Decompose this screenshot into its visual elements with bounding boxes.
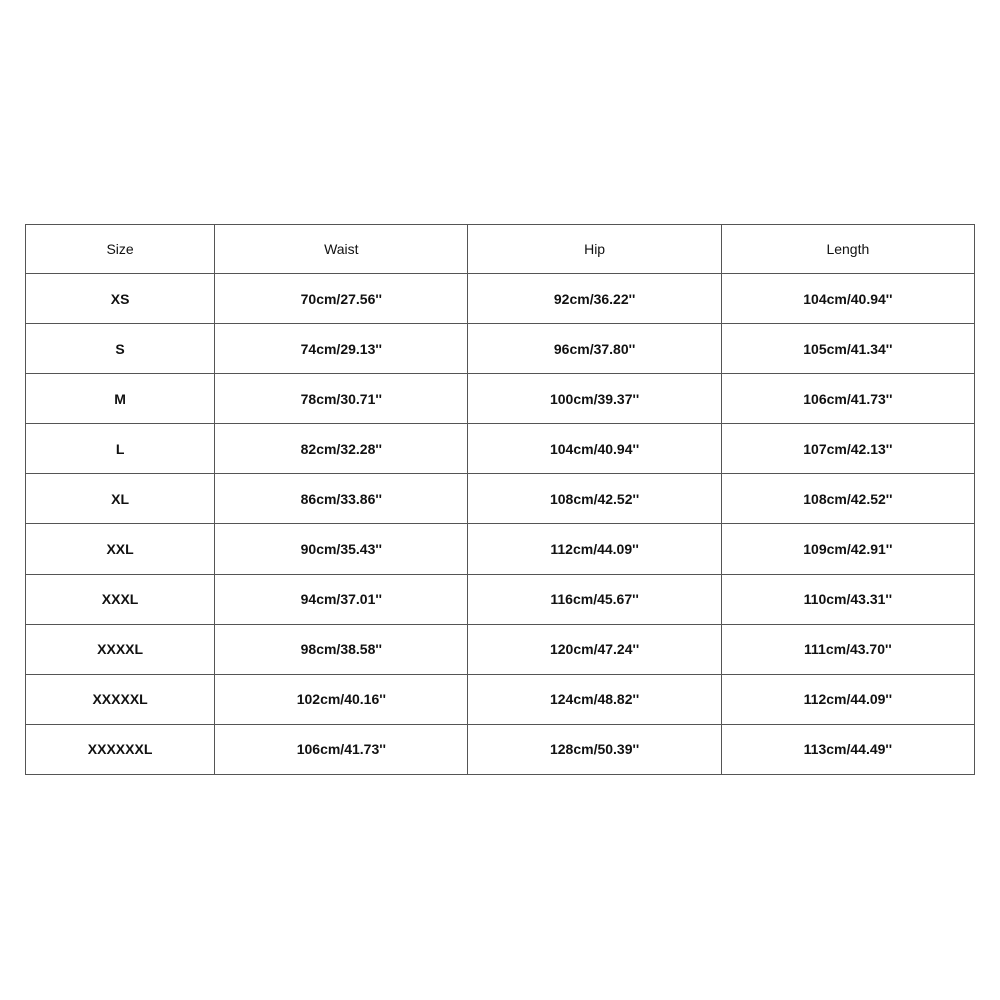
table-row: [26, 624, 975, 674]
size-chart-table: [25, 224, 975, 775]
cell-size: S: [26, 324, 215, 374]
cell-hip: 100cm/39.37'': [468, 374, 721, 424]
cell-hip: 112cm/44.09'': [468, 524, 721, 574]
cell-size: XXXXXXL: [26, 724, 215, 774]
cell-waist: 102cm/40.16'': [215, 674, 468, 724]
cell-size: XS: [26, 274, 215, 324]
cell-waist: 74cm/29.13'': [215, 324, 468, 374]
cell-length: 108cm/42.52'': [721, 474, 974, 524]
cell-hip: 128cm/50.39'': [468, 724, 721, 774]
cell-length: 110cm/43.31'': [721, 574, 974, 624]
cell-hip: 120cm/47.24'': [468, 624, 721, 674]
header-hip: Hip: [468, 225, 721, 274]
table-row: [26, 574, 975, 624]
cell-waist: 98cm/38.58'': [215, 624, 468, 674]
header-waist: Waist: [215, 225, 468, 274]
cell-hip: 116cm/45.67'': [468, 574, 721, 624]
cell-size: M: [26, 374, 215, 424]
table-row: [26, 424, 975, 474]
table-row: [26, 474, 975, 524]
cell-size: XXL: [26, 524, 215, 574]
cell-hip: 104cm/40.94'': [468, 424, 721, 474]
table-row: [26, 274, 975, 324]
cell-hip: 124cm/48.82'': [468, 674, 721, 724]
cell-size: XXXL: [26, 574, 215, 624]
cell-waist: 94cm/37.01'': [215, 574, 468, 624]
cell-length: 111cm/43.70'': [721, 624, 974, 674]
cell-length: 105cm/41.34'': [721, 324, 974, 374]
table-header-row: [26, 225, 975, 274]
table-row: [26, 724, 975, 774]
cell-waist: 90cm/35.43'': [215, 524, 468, 574]
header-size: Size: [26, 225, 215, 274]
cell-hip: 96cm/37.80'': [468, 324, 721, 374]
cell-size: XXXXL: [26, 624, 215, 674]
cell-length: 107cm/42.13'': [721, 424, 974, 474]
table-row: [26, 374, 975, 424]
cell-waist: 78cm/30.71'': [215, 374, 468, 424]
cell-length: 113cm/44.49'': [721, 724, 974, 774]
cell-size: XXXXXL: [26, 674, 215, 724]
cell-hip: 92cm/36.22'': [468, 274, 721, 324]
cell-length: 112cm/44.09'': [721, 674, 974, 724]
cell-waist: 70cm/27.56'': [215, 274, 468, 324]
cell-waist: 106cm/41.73'': [215, 724, 468, 774]
cell-hip: 108cm/42.52'': [468, 474, 721, 524]
cell-waist: 86cm/33.86'': [215, 474, 468, 524]
cell-length: 106cm/41.73'': [721, 374, 974, 424]
table-row: [26, 674, 975, 724]
cell-size: L: [26, 424, 215, 474]
cell-length: 104cm/40.94'': [721, 274, 974, 324]
cell-length: 109cm/42.91'': [721, 524, 974, 574]
table-row: [26, 324, 975, 374]
header-length: Length: [721, 225, 974, 274]
cell-size: XL: [26, 474, 215, 524]
table-row: [26, 524, 975, 574]
cell-waist: 82cm/32.28'': [215, 424, 468, 474]
